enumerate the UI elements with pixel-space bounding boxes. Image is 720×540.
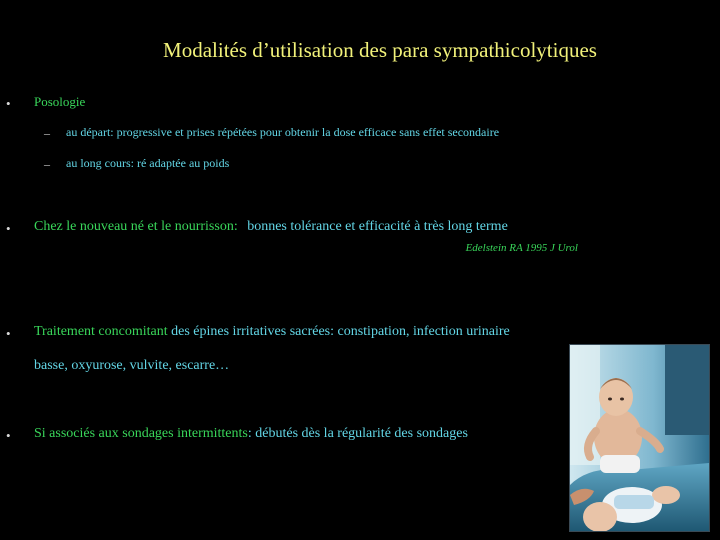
sub-bullet-marker: – xyxy=(44,126,50,140)
citation: Edelstein RA 1995 J Urol xyxy=(465,242,578,254)
bullet-label: Traitement concomitant xyxy=(34,324,168,339)
bullet-text: des épines irritatives sacrées: constipation, infection urinaire xyxy=(167,324,510,339)
bullet-label: Si associés aux sondages intermittents xyxy=(34,426,248,441)
infant-photo-image xyxy=(570,345,709,531)
infant-photo xyxy=(569,344,710,532)
slide-title: Modalités d’utilisation des para sympathicolytiques xyxy=(163,38,597,62)
sub-bullet-marker: – xyxy=(44,157,50,171)
bullet-posologie: Posologie xyxy=(34,94,86,109)
bullet-traitement xyxy=(34,324,510,340)
bullet-text: : débutés dès la régularité des sondages xyxy=(247,426,468,441)
bullet-sondages xyxy=(34,426,468,442)
bullet-traitement-line2: basse, oxyurose, vulvite, escarre… xyxy=(34,358,230,373)
bullet-marker: • xyxy=(6,221,11,236)
sub-bullet-depart: au départ: progressive et prises répétées pour obtenir la dose efficace sans effet secondaire xyxy=(66,125,500,139)
bullet-label: Chez le nouveau né et le nourrisson: xyxy=(34,219,238,234)
bullet-nouveau-ne xyxy=(34,219,508,235)
bullet-marker: • xyxy=(6,96,11,111)
sub-bullet-long-cours: au long cours: ré adaptée au poids xyxy=(66,156,230,170)
bullet-marker: • xyxy=(6,326,11,341)
bullet-text: bonnes tolérance et efficacité à très long terme xyxy=(247,219,508,234)
bullet-marker: • xyxy=(6,428,11,443)
